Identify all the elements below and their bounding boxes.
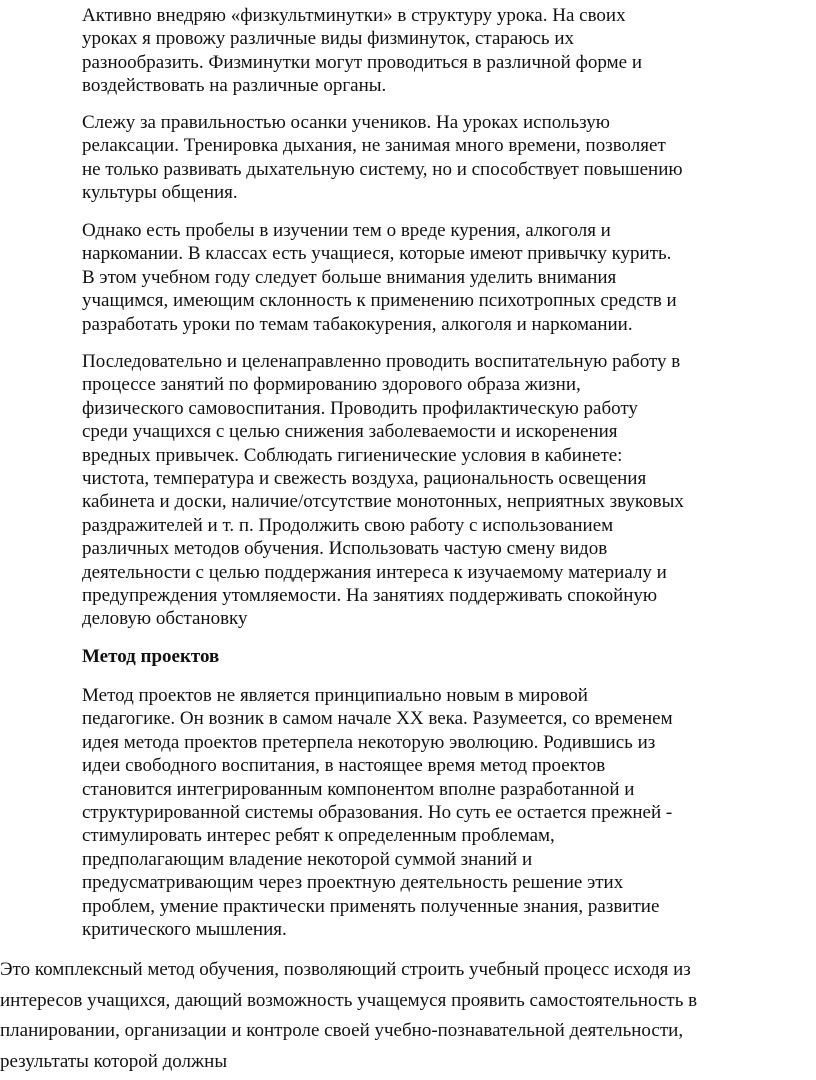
text-line: стимулировать интерес ребят к определенным проблемам, xyxy=(82,825,555,847)
text-line: уроках я провожу различные виды физминуток, стараюсь их xyxy=(82,28,575,50)
text-line: вредных привычек. Соблюдать гигиенические условия в кабинете: xyxy=(82,444,623,466)
text-line: Последовательно и целенаправленно проводить воспитательную работу в xyxy=(82,351,681,372)
text-line: деятельности с целью поддержания интереса к изучаемому материалу и xyxy=(82,561,667,583)
text-line: релаксации. Тренировка дыхания, не занимая много времени, позволяет xyxy=(82,135,666,157)
text-line: разнообразить. Физминутки могут проводиться в различной форме и xyxy=(82,51,642,73)
text-line: культуры общения. xyxy=(82,182,238,204)
paragraph-gaps xyxy=(82,219,677,336)
text-line: воздействовать на различные органы. xyxy=(82,75,387,97)
text-line: среди учащихся с целью снижения заболеваемости и искоренения xyxy=(82,421,618,443)
text-line: Метод проектов не является принципиально новым в мировой xyxy=(82,685,588,706)
paragraph-complex-method xyxy=(0,955,697,1077)
text-line: идея метода проектов претерпела некоторую эволюцию. Родившись из xyxy=(82,731,656,753)
text-line: критического мышления. xyxy=(82,919,287,941)
paragraph-posture xyxy=(82,111,683,205)
text-line: проблем, умение практически применять полученные знания, развитие xyxy=(82,895,660,917)
text-line: предупреждения утомляемости. На занятиях поддерживать спокойную xyxy=(82,585,658,607)
text-line: чистота, температура и свежесть воздуха, рациональность освещения xyxy=(82,468,647,490)
text-line: раздражителей и т. п. Продолжить свою работу с использованием xyxy=(82,514,614,536)
text-line: предполагающим владение некоторой суммой знаний и xyxy=(82,848,533,870)
text-line: интересов учащихся, дающий возможность учащемуся проявить самостоятельность в xyxy=(0,989,698,1011)
text-line: Это комплексный метод обучения, позволяющий строить учебный процесс исходя из xyxy=(0,959,691,980)
text-line: педагогике. Он возник в самом начале XX века. Разумеется, со временем xyxy=(82,708,673,730)
text-line: разработать уроки по темам табакокурения, алкоголя и наркомании. xyxy=(82,313,633,335)
text-line: наркомании. В классах есть учащиеся, которые имеют привычку курить. xyxy=(82,243,672,265)
text-line: физического самовоспитания. Проводить профилактическую работу xyxy=(82,397,638,419)
text-line: предусматривающим через проектную деятельность решение этих xyxy=(82,872,624,894)
text-line: результаты которой должны xyxy=(0,1050,228,1072)
text-line: учащимся, имеющим склонность к применению психотропных средств и xyxy=(82,290,677,312)
text-line: различных методов обучения. Использовать частую смену видов xyxy=(82,538,608,560)
text-line: процессе занятий по формированию здорового образа жизни, xyxy=(82,374,581,396)
text-line: Слежу за правильностью осанки учеников. На уроках использую xyxy=(82,112,610,133)
text-line: кабинета и доски, наличие/отсутствие монотонных, неприятных звуковых xyxy=(82,491,684,513)
text-line: деловую обстановку xyxy=(82,608,248,630)
text-line: структурированной системы образования. Но суть ее остается прежней - xyxy=(82,802,673,824)
section-heading: Метод проектов xyxy=(82,646,220,667)
text-line: не только развивать дыхательную систему, но и способствует повышению xyxy=(82,158,683,180)
text-line: планировании, организации и контроле своей учебно-познавательной деятельности, xyxy=(0,1020,684,1041)
text-line: Однако есть пробелы в изучении тем о вреде курения, алкоголя и xyxy=(82,220,611,241)
paragraph-plan xyxy=(82,350,684,631)
paragraph-fizminutki xyxy=(82,4,642,98)
text-line: идеи свободного воспитания, в настоящее время метод проектов xyxy=(82,755,606,777)
paragraph-project-method xyxy=(82,684,673,941)
text-line: становится интегрированным компонентом вполне разработанной и xyxy=(82,778,635,800)
text-line: В этом учебном году следует больше внимания уделить внимания xyxy=(82,266,617,288)
text-line: Активно внедряю «физкультминутки» в структуру урока. На своих xyxy=(82,5,626,26)
